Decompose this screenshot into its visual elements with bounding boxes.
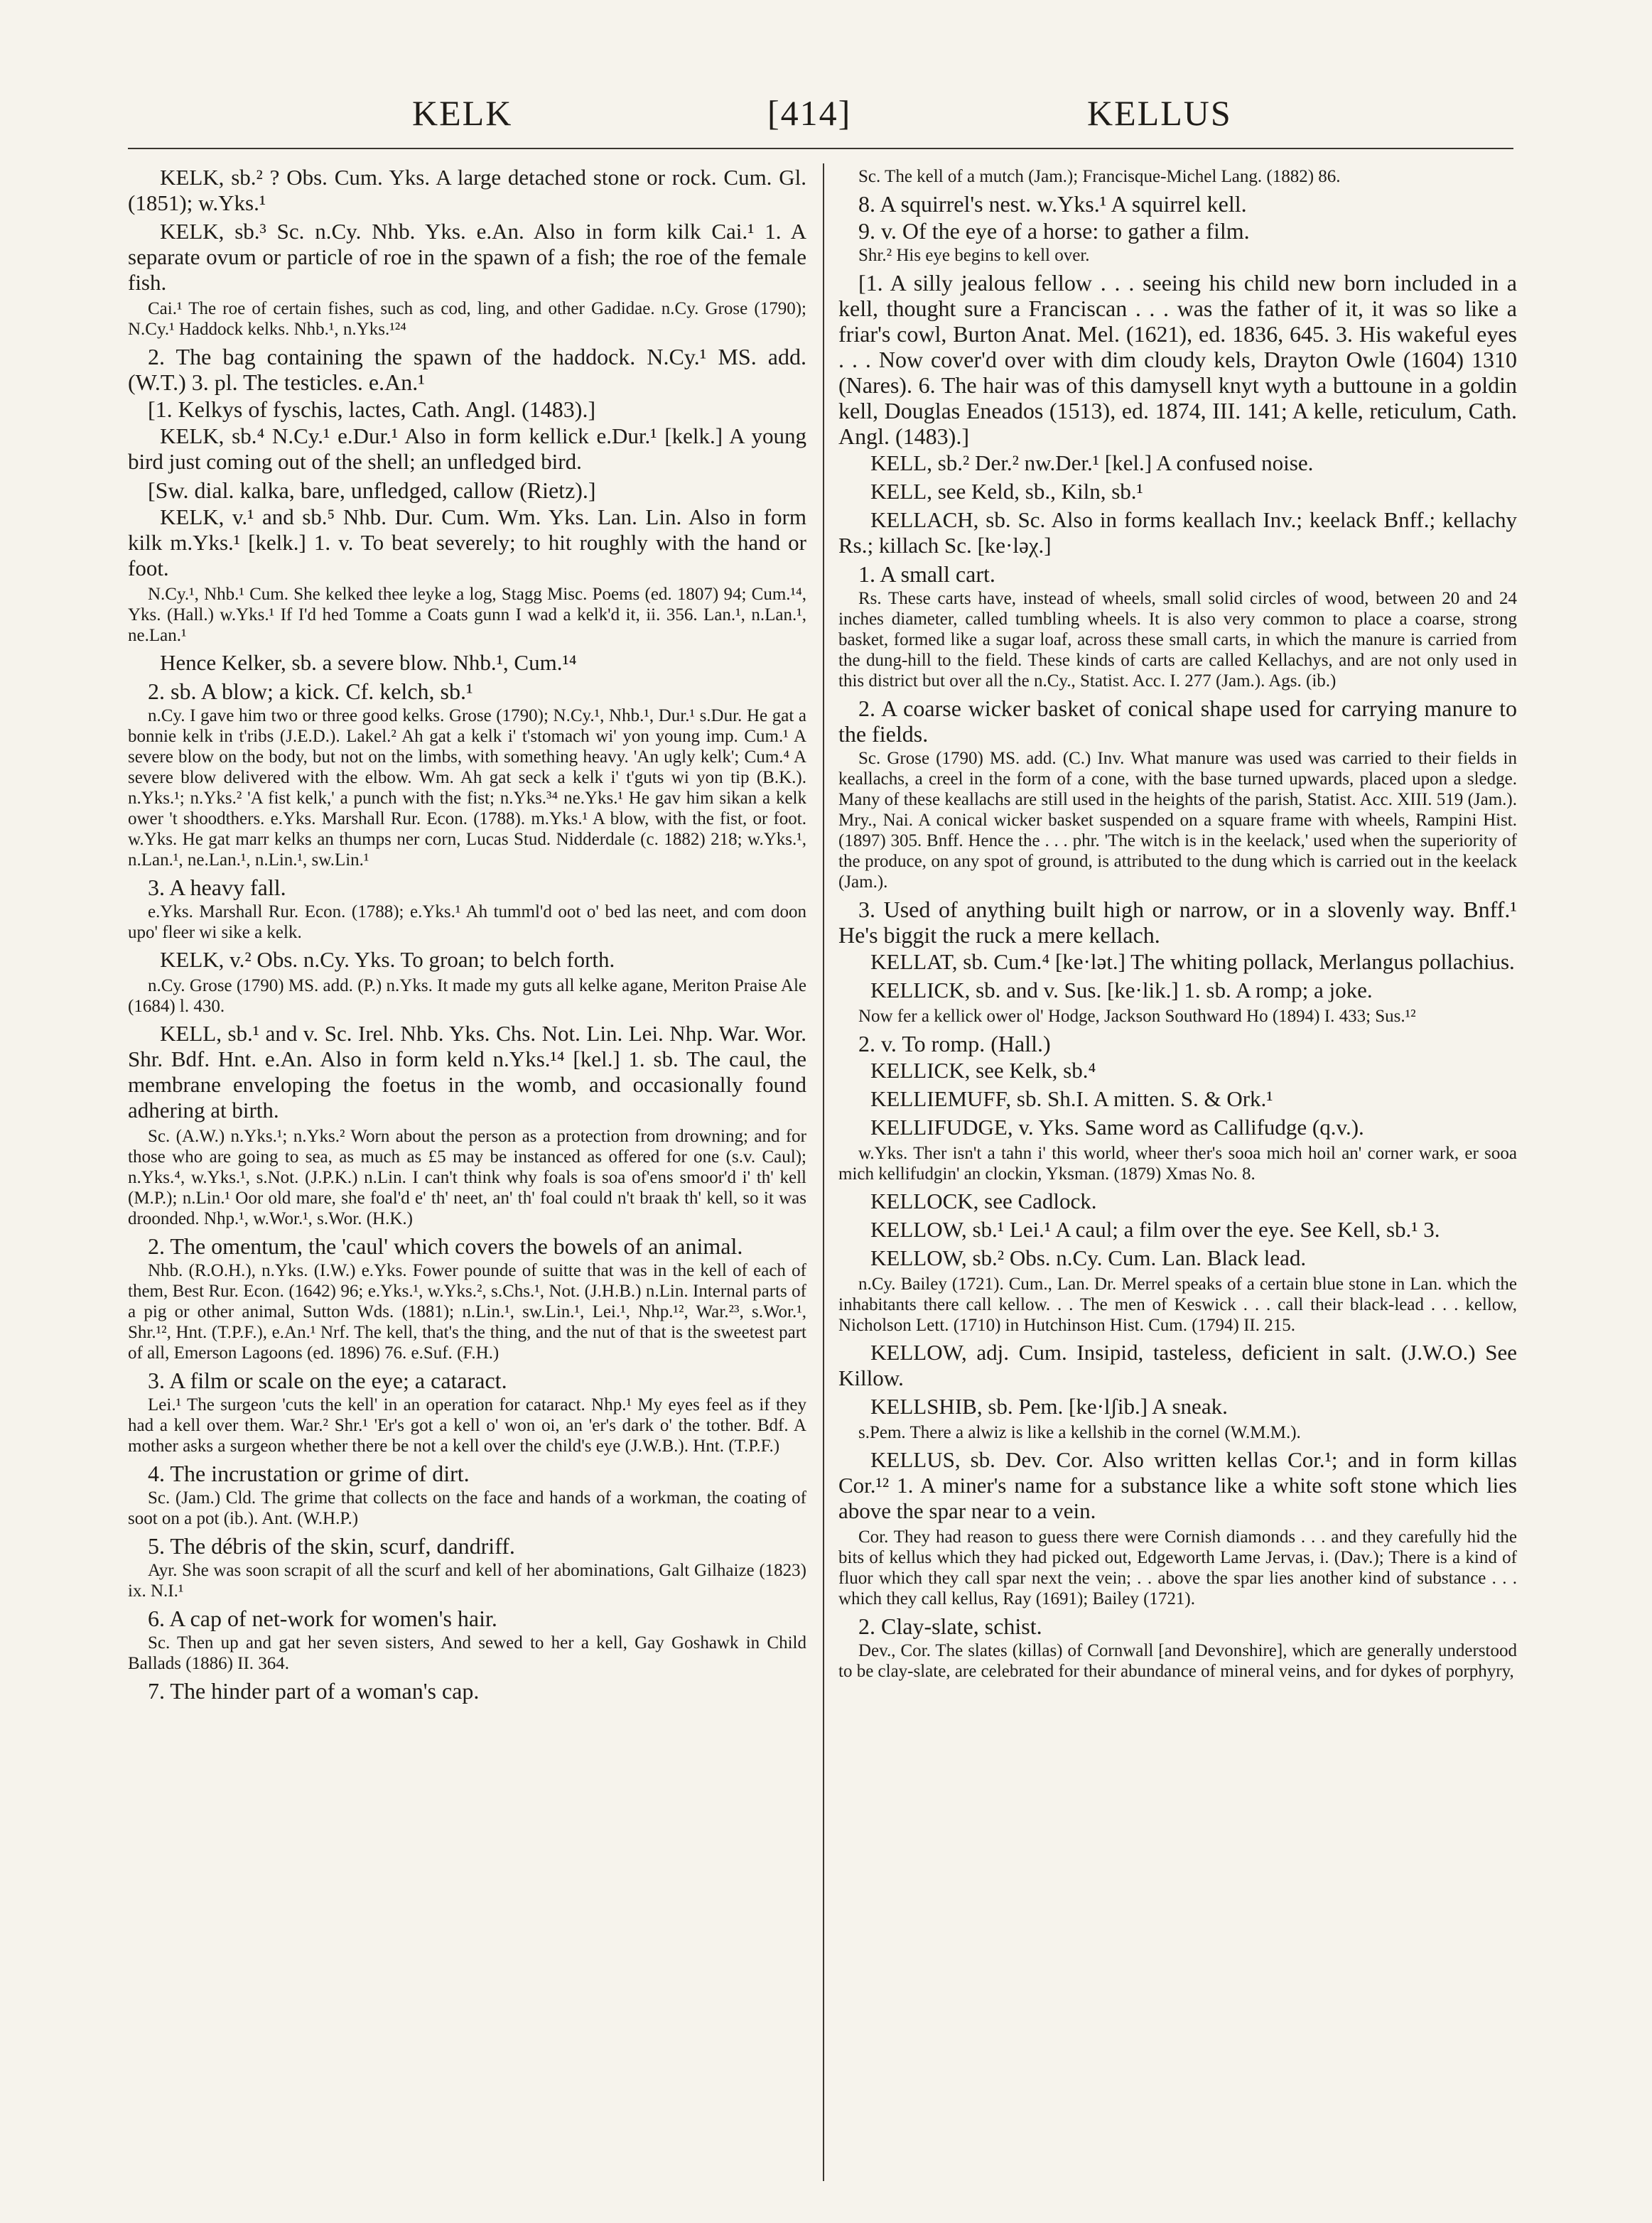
dictionary-entry: KELLICK, sb. and v. Sus. [ke·lik.] 1. sb. A romp; a joke. <box>870 978 1373 1002</box>
running-head-left: KELK <box>412 93 513 133</box>
dictionary-entry: KELLICK, see Kelk, sb.⁴ <box>870 1058 1096 1083</box>
dictionary-entry: KELL, sb.² Der.² nw.Der.¹ [kel.] A confused noise. <box>870 450 1314 475</box>
dictionary-cite: Rs. These carts have, instead of wheels, small solid circles of wood, between 20 and 24 inches diameter, called tumbling wheels. It is also very common to place a coarse, strong basket, formed like a sugar loaf, across these small carts, in which the manure is carried from the dung-hill to the field. These kinds of carts are called Kellachys, and are not only used in this district but over all the n.Cy., Statist. Acc. I. 277 (Jam.). Ags. (ib.) <box>838 589 1517 691</box>
dictionary-cite: Sc. (Jam.) Cld. The grime that collects on the face and hands of a workman, the coating of soot on a pot (ib.). Ant. (W.H.P.) <box>128 1488 806 1528</box>
dictionary-entry: KELK, sb.² ? Obs. Cum. Yks. A large detached stone or rock. Cum. Gl. (1851); w.Yks.¹ <box>128 165 806 215</box>
dictionary-cite: Sc. (A.W.) n.Yks.¹; n.Yks.² Worn about the person as a protection from drowning; and for those who are going to sea, as much as £5 may be instanced as offered for one (s.v. Caul); n.Yks.⁴, w.Yks.¹, s.Not. (J.P.K.) n.Lin. I can't think why foals is soa of'ens smoor'd i' th' kell (M.P.); n.Lin.¹ Oor old mare, she foal'd e' th' neet, an' th' foal could n't braak th' kell, so it was droonded. Nhp.¹, w.Wor.¹, s.Wor. (H.K.) <box>128 1127 806 1228</box>
dictionary-sense: 7. The hinder part of a woman's cap. <box>148 1678 480 1704</box>
dictionary-entry: KELLIFUDGE, v. Yks. Same word as Callifudge (q.v.). <box>870 1115 1364 1140</box>
dictionary-entry: KELLOCK, see Cadlock. <box>870 1189 1097 1213</box>
dictionary-entry: KELL, see Keld, sb., Kiln, sb.¹ <box>870 479 1143 504</box>
dictionary-sense: [1. A silly jealous fellow . . . seeing his child new born included in a kell, thought sure a Franciscan . . . was the father of it, it was so like a friar's cowl, Burton Anat. Mel. (1621), ed. 1836, 645. 3. His wakeful eyes . . . Now cover'd over with dim cloudy kels, Drayton Owle (1604) 1310 (Nares). 6. The hair was of this damysell knyt wyth a buttoune in a goldin kell, Douglas Eneados (1513), ed. 1874, III. 141; A kelle, reticulum, Cath. Angl. (1483).] <box>838 270 1517 449</box>
dictionary-entry: Hence Kelker, sb. a severe blow. Nhb.¹, Cum.¹⁴ <box>160 650 577 675</box>
dictionary-sense: [Sw. dial. kalka, bare, unfledged, callow (Rietz).] <box>148 477 596 503</box>
dictionary-sense: 2. Clay-slate, schist. <box>858 1613 1042 1639</box>
dictionary-sense: 2. A coarse wicker basket of conical shape used for carrying manure to the fields. <box>838 696 1517 747</box>
dictionary-cite: Sc. Then up and gat her seven sisters, And sewed to her a kell, Gay Goshawk in Child Ballads (1886) II. 364. <box>128 1633 806 1673</box>
dictionary-entry: KELK, sb.⁴ N.Cy.¹ e.Dur.¹ Also in form kellick e.Dur.¹ [kelk.] A young bird just coming out of the shell; an unfledged bird. <box>128 423 806 474</box>
dictionary-entry: KELK, v.¹ and sb.⁵ Nhb. Dur. Cum. Wm. Yks. Lan. Lin. Also in form kilk m.Yks.¹ [kelk.] 1. v. To beat severely; to hit roughly with the hand or foot. <box>128 504 806 580</box>
dictionary-sense: 2. v. To romp. (Hall.) <box>858 1031 1051 1056</box>
dictionary-cite: Now fer a kellick ower ol' Hodge, Jackson Southward Ho (1894) I. 433; Sus.¹² <box>858 1007 1416 1026</box>
dictionary-cite: Nhb. (R.O.H.), n.Yks. (I.W.) e.Yks. Fower pounde of suitte that was in the kell of each of them, Best Rur. Econ. (1642) 96; e.Yks.¹, w.Yks.², s.Chs.¹, Not. (J.H.B.) n.Lin. Internal parts of a pig or other animal, Sutton Wds. (1881); n.Lin.¹, sw.Lin.¹, Lei.¹, Nhp.¹², War.²³, s.Wor.¹, Shr.¹², Hnt. (T.P.F.), e.An.¹ Nrf. The kell, that's the thing, and the nut of that is the sweetest part of all, Emerson Lagoons (ed. 1896) 76. e.Suf. (F.H.) <box>128 1261 806 1363</box>
dictionary-cite: Shr.² His eye begins to kell over. <box>858 246 1090 265</box>
dictionary-entry: KELK, v.² Obs. n.Cy. Yks. To groan; to belch forth. <box>160 947 615 972</box>
right-column <box>838 165 1517 1686</box>
dictionary-entry: KELLSHIB, sb. Pem. [ke·lʃib.] A sneak. <box>870 1394 1228 1419</box>
dictionary-sense: 4. The incrustation or grime of dirt. <box>148 1461 470 1486</box>
page-header <box>128 85 1524 142</box>
dictionary-sense: 3. A film or scale on the eye; a cataract. <box>148 1368 507 1393</box>
dictionary-cite: n.Cy. I gave him two or three good kelks. Grose (1790); N.Cy.¹, Nhb.¹, Dur.¹ s.Dur. He gat a bonnie kelk in t'ribs (J.E.D.). Lakel.² Ah gat a kelk i' t'stomach wi' yon young imp. Cum.¹ A severe blow on the body, but not on the limbs, with something heavy. 'An ugly kelk'; Cum.⁴ A severe blow delivered with the elbow. Wm. Ah gat seck a kelk i' t'guts wi yon tip (B.K.). n.Yks.¹; n.Yks.² 'A fist kelk,' a punch with the fist; n.Yks.³⁴ ne.Yks.¹ He gav him sikan a kelk ower 't shoodthers. e.Yks. Marshall Rur. Econ. (1788). m.Yks.¹ A blow, with the fist, or foot. w.Yks. He gat marr kelks an thumps ner corn, Lucas Stud. Nidderdale (c. 1882) 218; w.Yks.¹, n.Lan.¹, ne.Lan.¹, n.Lin.¹, sw.Lin.¹ <box>128 706 806 870</box>
dictionary-sense: 8. A squirrel's nest. w.Yks.¹ A squirrel kell. <box>858 191 1247 217</box>
dictionary-cite: n.Cy. Bailey (1721). Cum., Lan. Dr. Merrel speaks of a certain blue stone in Lan. which the inhabitants there call kellow. . . The men of Keswick . . . call their black-lead . . . kellow, Nicholson Lett. (1710) in Hutchinson Hist. Cum. (1794) II. 215. <box>838 1275 1517 1335</box>
header-rule <box>128 148 1513 149</box>
dictionary-sense: 1. A small cart. <box>858 561 995 587</box>
running-head-right: KELLUS <box>1087 93 1232 133</box>
dictionary-sense: 2. sb. A blow; a kick. Cf. kelch, sb.¹ <box>148 678 473 704</box>
dictionary-entry: KELK, sb.³ Sc. n.Cy. Nhb. Yks. e.An. Also in form kilk Cai.¹ 1. A separate ovum or particle of roe in the spawn of a fish; the roe of the female fish. <box>128 219 806 295</box>
dictionary-sense: [1. Kelkys of fyschis, lactes, Cath. Angl. (1483).] <box>148 396 596 422</box>
dictionary-sense: 3. A heavy fall. <box>148 875 286 900</box>
dictionary-cite: e.Yks. Marshall Rur. Econ. (1788); e.Yks.¹ Ah tumml'd oot o' bed las neet, and com doon upo' fleer wi sike a kelk. <box>128 902 806 942</box>
dictionary-cite: s.Pem. There a alwiz is like a kellshib in the cornel (W.M.M.). <box>858 1423 1301 1442</box>
dictionary-cite: Cor. They had reason to guess there were Cornish diamonds . . . and they carefully hid the bits of kellus which they had picked out, Edgeworth Lame Jervas, i. (Dav.); There is a kind of fluor which they call spar next the vein; . . above the spar lies another kind of substance . . . which they call kellus, Ray (1691); Bailey (1721). <box>838 1527 1517 1608</box>
dictionary-cite: w.Yks. Ther isn't a tahn i' this world, wheer ther's sooa mich hoil an' corner wark, er sooa mich kellifudgin' an clockin, Yksman. (1879) Xmas No. 8. <box>838 1144 1517 1184</box>
dictionary-sense: 2. The bag containing the spawn of the haddock. N.Cy.¹ MS. add. (W.T.) 3. pl. The testicles. e.An.¹ <box>128 344 806 395</box>
column-divider <box>823 163 824 2181</box>
page-number: [414] <box>767 93 852 133</box>
dictionary-entry: KELLACH, sb. Sc. Also in forms keallach Inv.; keelack Bnff.; kellachy Rs.; killach Sc. [ke·ləχ.] <box>838 507 1517 558</box>
dictionary-sense: 3. Used of anything built high or narrow, or in a slovenly way. Bnff.¹ He's biggit the ruck a mere kellach. <box>838 897 1517 948</box>
dictionary-entry: KELLAT, sb. Cum.⁴ [ke·lət.] The whiting pollack, Merlangus pollachius. <box>870 949 1515 974</box>
dictionary-sense: 6. A cap of net-work for women's hair. <box>148 1606 497 1631</box>
dictionary-cite: Sc. The kell of a mutch (Jam.); Francisque-Michel Lang. (1882) 86. <box>858 167 1341 186</box>
dictionary-entry: KELLOW, sb.² Obs. n.Cy. Cum. Lan. Black lead. <box>870 1245 1307 1270</box>
dictionary-cite: Ayr. She was soon scrapit of all the scurf and kell of her abominations, Galt Gilhaize (1823) ix. N.I.¹ <box>128 1561 806 1601</box>
dictionary-sense: 5. The débris of the skin, scurf, dandriff. <box>148 1533 515 1559</box>
dictionary-sense: 9. v. Of the eye of a horse: to gather a film. <box>858 218 1250 244</box>
dictionary-cite: n.Cy. Grose (1790) MS. add. (P.) n.Yks. It made my guts all kelke agane, Meriton Praise Ale (1684) l. 430. <box>128 976 806 1016</box>
dictionary-cite: Cai.¹ The roe of certain fishes, such as cod, ling, and other Gadidae. n.Cy. Grose (1790); N.Cy.¹ Haddock kelks. Nhb.¹, n.Yks.¹²⁴ <box>128 299 806 339</box>
left-column <box>128 165 806 1705</box>
dictionary-entry: KELLIEMUFF, sb. Sh.I. A mitten. S. & Ork.¹ <box>870 1086 1273 1111</box>
dictionary-cite: Dev., Cor. The slates (killas) of Cornwall [and Devonshire], which are generally understood to be clay-slate, are celebrated for their abundance of mineral veins, and for dykes of porphyry, <box>838 1641 1517 1681</box>
dictionary-entry: KELLUS, sb. Dev. Cor. Also written kellas Cor.¹; and in form killas Cor.¹² 1. A miner's name for a substance like a white soft stone which lies above the spar near to a vein. <box>838 1447 1517 1523</box>
dictionary-entry: KELLOW, sb.¹ Lei.¹ A caul; a film over the eye. See Kell, sb.¹ 3. <box>870 1217 1440 1242</box>
dictionary-cite: Lei.¹ The surgeon 'cuts the kell' in an operation for cataract. Nhp.¹ My eyes feel as if they had a kell over them. War.² Shr.¹ 'Er's got a kell o' won oi, an 'er's dark o' the tother. Bdf. A mother asks a surgeon whether there be not a kell over the child's eye (J.W.B.). Hnt. (T.P.F.) <box>128 1395 806 1456</box>
dictionary-cite: N.Cy.¹, Nhb.¹ Cum. She kelked thee leyke a log, Stagg Misc. Poems (ed. 1807) 94; Cum.¹⁴, Yks. (Hall.) w.Yks.¹ If I'd hed Tomme a Coats gunn I wad a kelk'd it, ii. 356. Lan.¹, n.Lan.¹, ne.Lan.¹ <box>128 585 806 645</box>
dictionary-cite: Sc. Grose (1790) MS. add. (C.) Inv. What manure was used was carried to their fields in keallachs, a creel in the form of a cone, with the base turned upwards, placed upon a sledge. Many of these keallachs are still used in the heights of the parish, Statist. Acc. XIII. 519 (Jam.). Mry., Nai. A conical wicker basket suspended on a square frame with wheels, Rampini Hist. (1897) 305. Bnff. Hence the . . . phr. 'The witch is in the keelack,' used when the superiority of the produce, on any spot of ground, is attributed to the dung which is carried out in the keelack (Jam.). <box>838 749 1517 892</box>
dictionary-sense: 2. The omentum, the 'caul' which covers the bowels of an animal. <box>148 1233 743 1259</box>
dictionary-entry: KELL, sb.¹ and v. Sc. Irel. Nhb. Yks. Chs. Not. Lin. Lei. Nhp. War. Wor. Shr. Bdf. Hnt. e.An. Also in form keld n.Yks.¹⁴ [kel.] 1. sb. The caul, the membrane enveloping the foetus in the womb, and occasionally found adhering at birth. <box>128 1021 806 1123</box>
dictionary-entry: KELLOW, adj. Cum. Insipid, tasteless, deficient in salt. (J.W.O.) See Killow. <box>838 1340 1517 1390</box>
